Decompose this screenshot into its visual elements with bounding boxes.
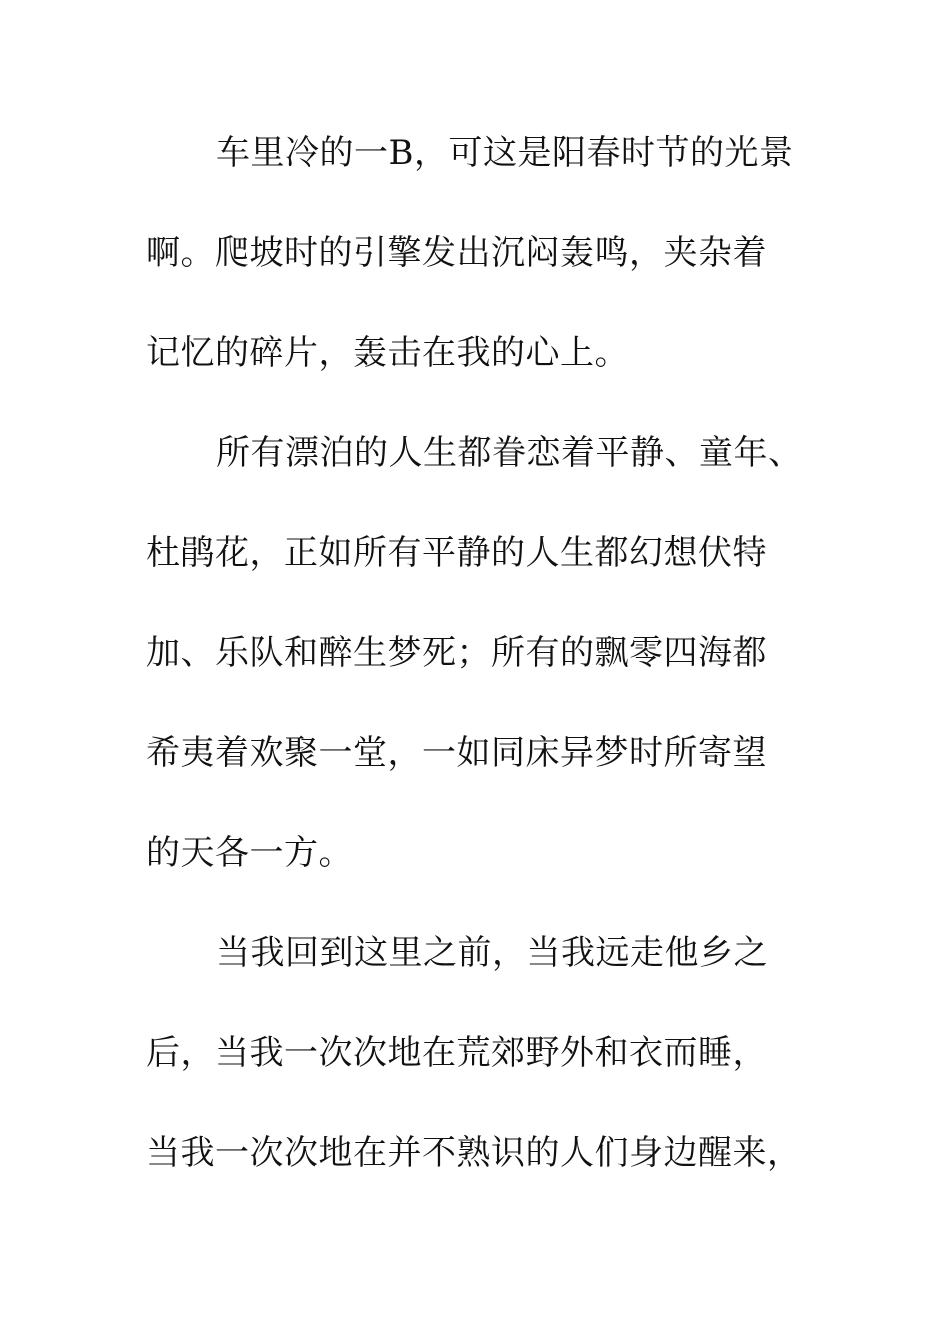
paragraph-1-line-1: 车里冷的一B，可这是阳春时节的光景 <box>216 133 794 173</box>
paragraph-2-line-4: 希夷着欢聚一堂，一如同床异梦时所寄望 <box>146 733 767 773</box>
paragraph-1-line-2: 啊。爬坡时的引擎发出沉闷轰鸣，夹杂着 <box>146 233 767 273</box>
paragraph-3-line-3: 当我一次次地在并不熟识的人们身边醒来， <box>146 1133 802 1173</box>
paragraph-2-line-5: 的天各一方。 <box>146 833 353 873</box>
paragraph-1-line-3: 记忆的碎片，轰击在我的心上。 <box>146 333 629 373</box>
paragraph-2-line-1: 所有漂泊的人生都眷恋着平静、童年、 <box>216 433 803 473</box>
paragraph-3-line-1: 当我回到这里之前，当我远走他乡之 <box>216 933 768 973</box>
paragraph-2-line-3: 加、乐队和醉生梦死；所有的飘零四海都 <box>146 633 767 673</box>
paragraph-3-line-2: 后，当我一次次地在荒郊野外和衣而睡， <box>146 1033 767 1073</box>
paragraph-2-line-2: 杜鹃花，正如所有平静的人生都幻想伏特 <box>146 533 767 573</box>
